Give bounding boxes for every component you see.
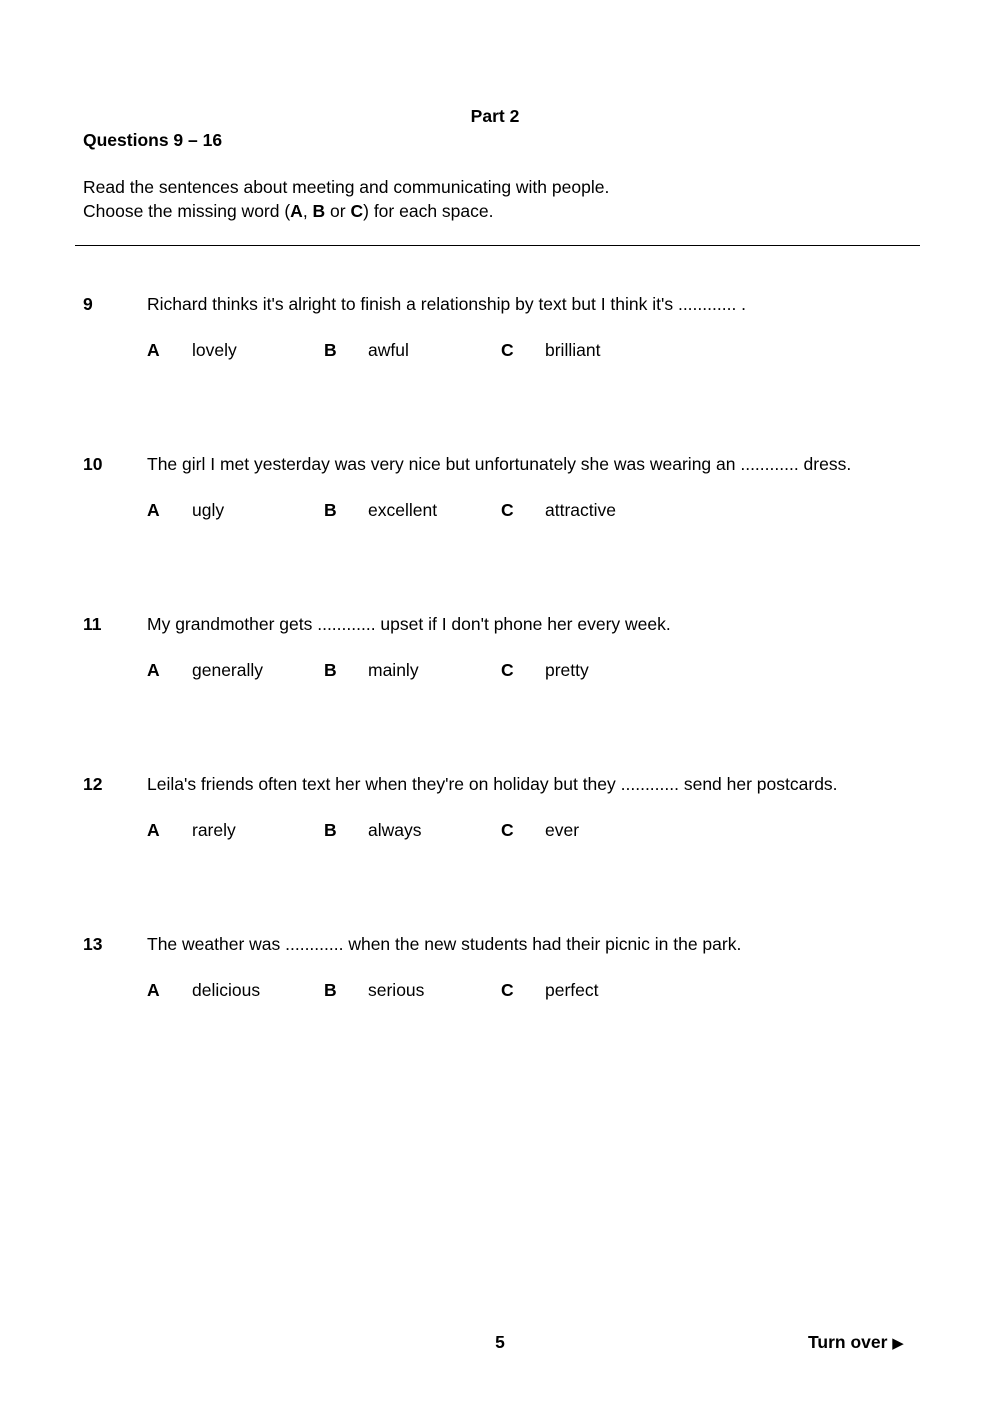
question-number: 13 <box>83 934 103 954</box>
instruction-separator: or <box>325 201 351 221</box>
option-a[interactable]: rarely <box>192 820 236 840</box>
question-text: The girl I met yesterday was very nice but unfortunately she was wearing an ............ dress. <box>147 454 852 474</box>
option-letter-a: A <box>147 820 160 840</box>
option-letter-a: A <box>147 340 160 360</box>
option-letter-c: C <box>501 500 514 520</box>
questions-range: Questions 9 – 16 <box>83 130 223 150</box>
turn-over-label <box>808 1332 904 1353</box>
question-text: Richard thinks it's alright to finish a relationship by text but I think it's ............ . <box>147 294 747 314</box>
part-title: Part 2 <box>470 106 520 126</box>
option-a[interactable]: delicious <box>192 980 261 1000</box>
question-13 <box>83 934 943 1034</box>
question-10 <box>83 454 943 554</box>
option-letter-b: B <box>324 500 337 520</box>
option-letter-b: B <box>324 340 337 360</box>
question-9 <box>83 294 943 394</box>
option-letter-b: B <box>324 980 337 1000</box>
question-number: 9 <box>83 294 93 314</box>
question-text: Leila's friends often text her when they're on holiday but they ............ send her postcards. <box>147 774 838 794</box>
option-b[interactable]: mainly <box>368 660 419 680</box>
page-number: 5 <box>495 1332 505 1352</box>
question-12 <box>83 774 943 874</box>
question-number: 11 <box>83 614 102 634</box>
option-b[interactable]: serious <box>368 980 425 1000</box>
instruction-letter-c: C <box>350 201 364 221</box>
option-letter-c: C <box>501 660 514 680</box>
option-c[interactable]: pretty <box>545 660 589 680</box>
instruction-line-1: Read the sentences about meeting and communicating with people. <box>83 177 610 197</box>
option-c[interactable]: brilliant <box>545 340 601 360</box>
instruction-letter-b: B <box>312 201 326 221</box>
instruction-line-2 <box>83 201 493 222</box>
option-letter-b: B <box>324 660 337 680</box>
question-number: 12 <box>83 774 103 794</box>
option-b[interactable]: awful <box>368 340 409 360</box>
option-b[interactable]: excellent <box>368 500 438 520</box>
turn-over-text: Turn over <box>808 1332 888 1352</box>
instruction-separator: , <box>302 201 313 221</box>
option-a[interactable]: lovely <box>192 340 237 360</box>
option-letter-c: C <box>501 980 514 1000</box>
question-11 <box>83 614 943 714</box>
question-text: My grandmother gets ............ upset if I don't phone her every week. <box>147 614 671 634</box>
instruction-text: ) for each space. <box>363 201 494 221</box>
option-letter-c: C <box>501 820 514 840</box>
play-arrow-icon: ▶ <box>892 1334 904 1352</box>
option-letter-a: A <box>147 660 160 680</box>
option-c[interactable]: ever <box>545 820 580 840</box>
divider <box>75 245 920 246</box>
option-letter-b: B <box>324 820 337 840</box>
option-c[interactable]: attractive <box>545 500 616 520</box>
option-a[interactable]: generally <box>192 660 264 680</box>
option-c[interactable]: perfect <box>545 980 599 1000</box>
instruction-text: Choose the missing word ( <box>83 201 291 221</box>
instruction-letter-a: A <box>290 201 303 221</box>
option-a[interactable]: ugly <box>192 500 225 520</box>
option-b[interactable]: always <box>368 820 422 840</box>
question-number: 10 <box>83 454 103 474</box>
option-letter-a: A <box>147 500 160 520</box>
question-text: The weather was ............ when the new students had their picnic in the park. <box>147 934 742 954</box>
option-letter-a: A <box>147 980 160 1000</box>
option-letter-c: C <box>501 340 514 360</box>
